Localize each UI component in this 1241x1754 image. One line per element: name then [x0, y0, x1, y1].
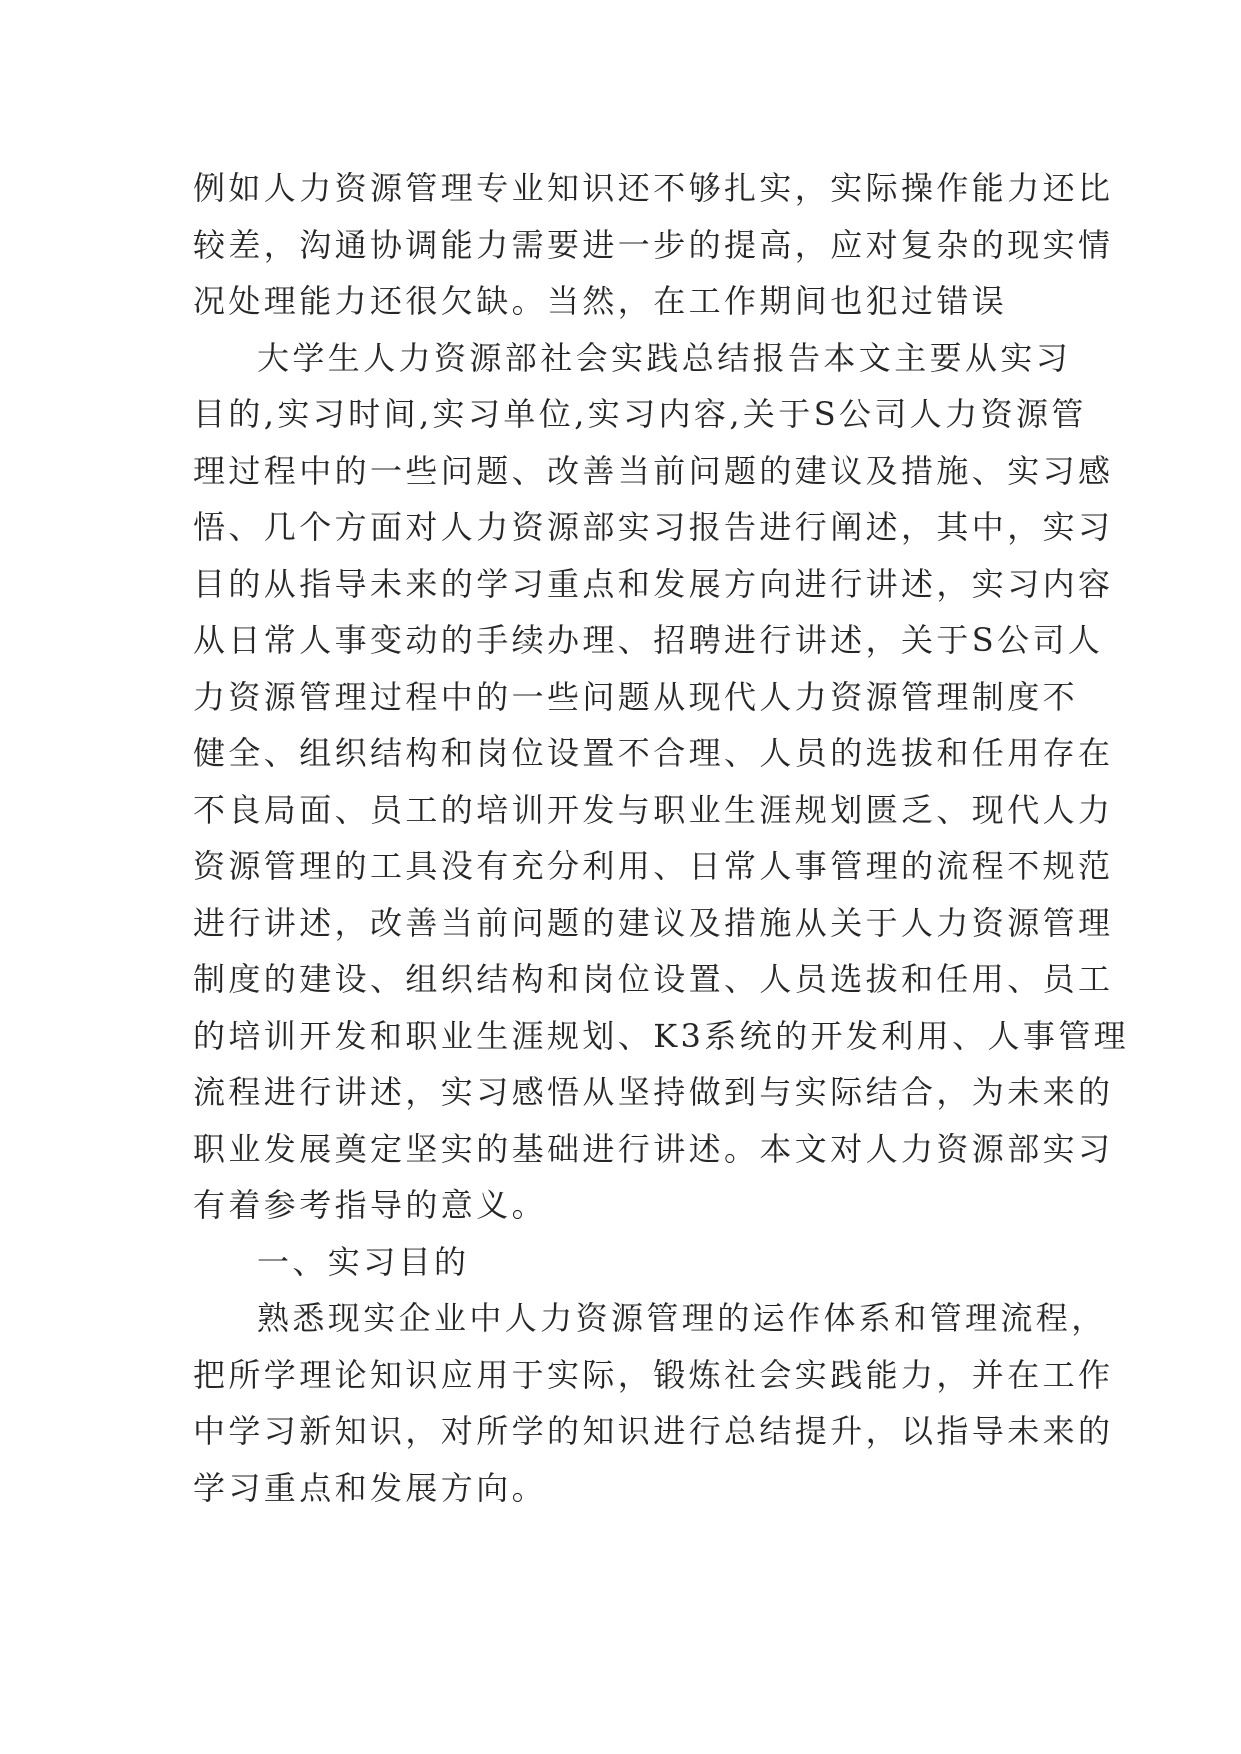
text-line: 流程进行讲述，实习感悟从坚持做到与实际结合，为未来的 [193, 1073, 1114, 1111]
text-line: 进行讲述，改善当前问题的建议及措施从关于人力资源管理 [193, 903, 1114, 942]
document-body [193, 160, 1130, 1516]
text-line: 资源管理的工具没有充分利用、日常人事管理的流程不规范 [193, 847, 1114, 885]
text-line: 熟悉现实企业中人力资源管理的运作体系和管理流程， [257, 1299, 1107, 1337]
text-line: 理过程中的一些问题、改善当前问题的建议及措施、实习感 [193, 451, 1114, 490]
section-heading [193, 1234, 1053, 1291]
text-line: 学习重点和发展方向。 [193, 1468, 548, 1507]
text-line: 职业发展奠定坚实的基础进行讲述。本文对人力资源部实习 [193, 1129, 1114, 1168]
text-line: 例如人力资源管理专业知识还不够扎实，实际操作能力还比 [193, 169, 1114, 207]
text-line: 一、实习目的 [257, 1242, 470, 1281]
text-line: 有着参考指导的意义。 [193, 1186, 548, 1224]
text-line: 中学习新知识，对所学的知识进行总结提升，以指导未来的 [193, 1412, 1114, 1450]
paragraph-continued-text [193, 160, 1114, 330]
paragraph-purpose [193, 1290, 1114, 1516]
text-line: 目的从指导未来的学习重点和发展方向进行讲述，实习内容 [193, 564, 1114, 603]
text-line: 健全、组织结构和岗位设置不合理、人员的选拔和任用存在 [193, 734, 1114, 772]
text-line: 大学生人力资源部社会实践总结报告本文主要从实习 [257, 338, 1072, 377]
text-line: 的培训开发和职业生涯规划、K3系统的开发利用、人事管理 [193, 1016, 1130, 1055]
text-line: 力资源管理过程中的一些问题从现代人力资源管理制度不 [193, 677, 1079, 716]
text-line: 不良局面、员工的培训开发与职业生涯规划匮乏、现代人力 [193, 790, 1114, 829]
text-line: 从日常人事变动的手续办理、招聘进行讲述，关于S公司人 [193, 621, 1104, 659]
text-line: 目的,实习时间,实习单位,实习内容,关于S公司人力资源管 [193, 395, 1087, 433]
text-line: 把所学理论知识应用于实际，锻炼社会实践能力，并在工作 [193, 1355, 1114, 1394]
text-line: 况处理能力还很欠缺。当然，在工作期间也犯过错误 [193, 282, 1008, 320]
text-line: 悟、几个方面对人力资源部实习报告进行阐述，其中，实习 [193, 508, 1114, 546]
text-line: 较差，沟通协调能力需要进一步的提高，应对复杂的现实情 [193, 225, 1114, 264]
paragraph-summary [193, 330, 1130, 1234]
text-line: 制度的建设、组织结构和岗位设置、人员选拔和任用、员工 [193, 960, 1114, 998]
